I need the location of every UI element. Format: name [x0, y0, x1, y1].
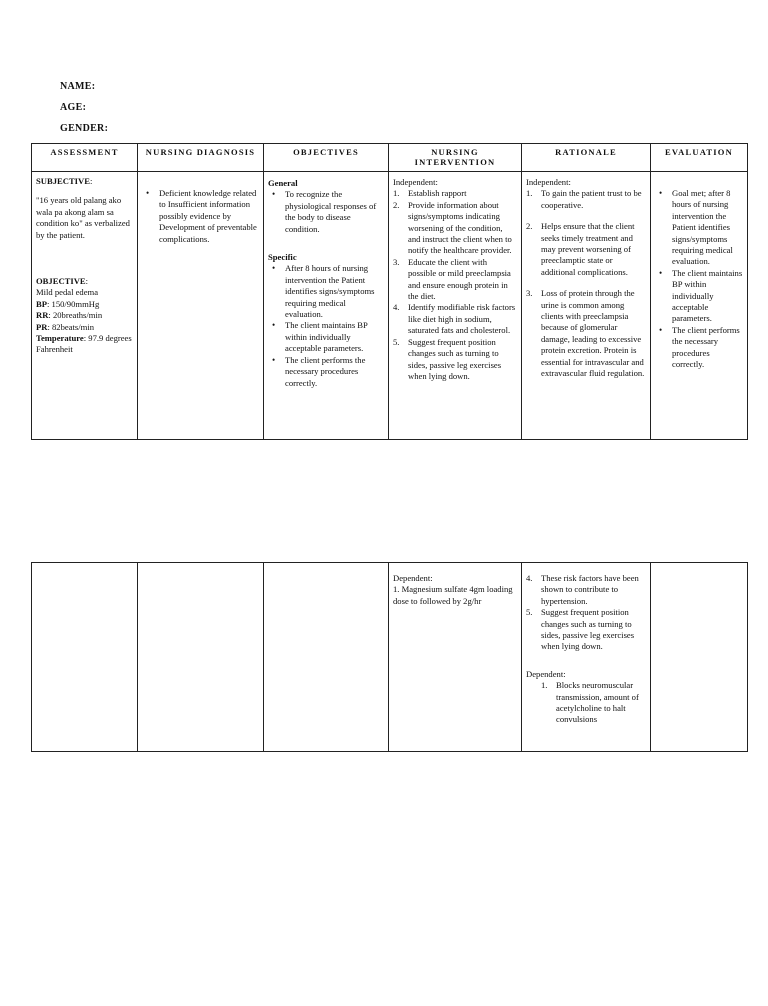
- rationale-heading: Independent:: [526, 177, 571, 187]
- vital-rr: RR: 20breaths/min: [36, 310, 103, 321]
- column-header-objectives: OBJECTIVES: [264, 144, 389, 172]
- rationale-cell: [522, 172, 651, 440]
- gender-label: GENDER:: [60, 123, 109, 134]
- list-item: 3. Loss of protein through the urine is common among clients with preeclampsia because of glomerular damage, leading to excessive protein excretion. Protein is essential for intravascular and extravascular fluid regulation.: [526, 288, 645, 379]
- list-item: • The client performs the necessary procedures correctly.: [655, 325, 743, 371]
- vital-bp: BP: 150/90mmHg: [36, 298, 100, 309]
- table-row: [32, 172, 748, 440]
- column-header-nursing-diagnosis: NURSING DIAGNOSIS: [138, 144, 264, 172]
- table-header-row: [32, 144, 748, 172]
- list-item: 4. Identify modifiable risk factors like diet high in sodium, saturated fats and cholesterol.: [393, 302, 516, 336]
- column-header-rationale: RATIONALE: [522, 144, 651, 172]
- objectives-cell: [264, 563, 389, 752]
- objective-colon: :: [85, 276, 89, 287]
- care-plan-table: [31, 143, 748, 440]
- intervention-dependent-heading: Dependent:: [393, 573, 433, 583]
- vital-temperature: Temperature: 97.9 degrees Fahrenheit: [36, 333, 132, 355]
- list-item: 1. To gain the patient trust to be cooperative.: [526, 188, 642, 210]
- rationale-dependent-heading: Dependent:: [526, 668, 566, 679]
- subjective-text: "16 years old palang ako wala pa akong alam sa condition ko" as verbalized by the patient.: [36, 195, 130, 240]
- list-item: 1. Blocks neuromuscular transmission, amount of acetylcholine to halt convulsions: [541, 680, 639, 725]
- evaluation-cell: [651, 172, 748, 440]
- assessment-cell: [32, 563, 138, 752]
- list-item: • The client performs the necessary procedures correctly.: [268, 355, 384, 389]
- list-item: 4. These risk factors have been shown to contribute to hypertension.: [526, 573, 639, 606]
- list-item: 2. Provide information about signs/symptoms indicating worsening of the condition, and instruct the client when to notify the healthcare provider.: [393, 199, 512, 256]
- column-header-assessment: ASSESSMENT: [32, 144, 138, 172]
- list-item: 5. Suggest frequent position changes such as turning to sides, passive leg exercises when lying down.: [393, 336, 502, 381]
- name-label: NAME:: [60, 81, 96, 92]
- list-item: • The client maintains BP within individually acceptable parameters.: [655, 268, 743, 325]
- column-header-evaluation: EVALUATION: [651, 144, 748, 172]
- edema-text: Mild pedal edema: [36, 287, 99, 298]
- list-spacer: [526, 211, 646, 221]
- list-item: • To recognize the physiological responses of the body to disease condition.: [268, 189, 384, 235]
- intervention-cell: [389, 563, 522, 752]
- assessment-cell: [32, 172, 138, 440]
- diagnosis-text: • Deficient knowledge related to Insufficient information possibly evidence by Development of preventable complications.: [142, 188, 259, 245]
- subjective-colon: :: [89, 176, 93, 186]
- intervention-heading: Independent:: [393, 177, 438, 187]
- table-row: [32, 563, 748, 752]
- age-label: AGE:: [60, 102, 87, 113]
- diagnosis-cell: [138, 172, 264, 440]
- list-item: 5. Suggest frequent position changes such as turning to sides, passive leg exercises when lying down.: [526, 607, 635, 652]
- list-item: • After 8 hours of nursing intervention the Patient identifies signs/symptoms requiring medical evaluation.: [268, 263, 384, 320]
- list-item: 1. Establish rapport: [393, 188, 467, 199]
- rationale-cell: [522, 563, 651, 752]
- specific-label: Specific: [268, 252, 297, 263]
- general-label: General: [268, 178, 298, 188]
- diagnosis-cell: [138, 563, 264, 752]
- list-spacer: [526, 278, 646, 288]
- objective-label: OBJECTIVE: [36, 276, 86, 287]
- subjective-label: SUBJECTIVE: [36, 176, 90, 186]
- intervention-cell: [389, 172, 522, 440]
- list-item: • The client maintains BP within individually acceptable parameters.: [268, 320, 384, 354]
- evaluation-cell: [651, 563, 748, 752]
- vital-pr: PR: 82beats/min: [36, 321, 95, 332]
- intervention-dependent-text: 1. Magnesium sulfate 4gm loading dose to followed by 2g/hr: [393, 584, 513, 606]
- list-item: 2. Helps ensure that the client seeks timely treatment and may prevent worsening of preeclamptic state or additional complications.: [526, 221, 635, 277]
- care-plan-table-continued: [31, 562, 748, 752]
- list-item: • Goal met; after 8 hours of nursing intervention the Patient identifies signs/symptoms requiring medical evaluation.: [655, 188, 743, 268]
- column-header-nursing-intervention: NURSING INTERVENTION: [389, 144, 522, 172]
- list-item: 3. Educate the client with possible or mild preeclampsia and ensure enough protein in the diet.: [393, 256, 511, 302]
- objectives-cell: [264, 172, 389, 440]
